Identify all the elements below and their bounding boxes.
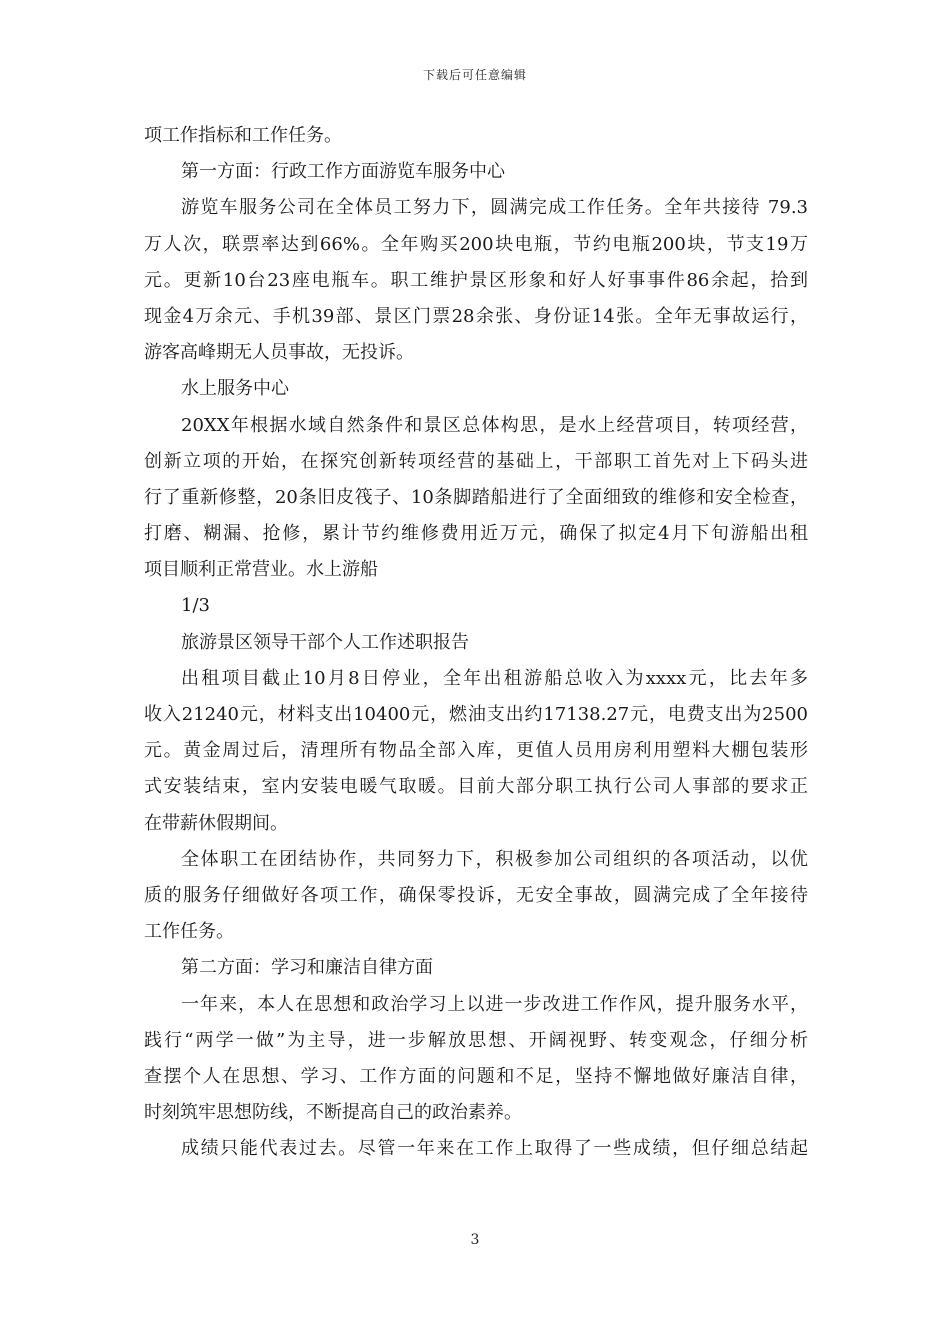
text-line: 式安装结束，室内安装电暖气取暖。目前大部分职工执行公司人事部的要求正	[144, 776, 808, 798]
text-line: 20XX年根据水域自然条件和景区总体构思，是水上经营项目，转项经营，	[181, 414, 808, 436]
text-line: 时刻筑牢思想防线，不断提高自己的政治素养。	[144, 1102, 522, 1124]
text-line: 1/3	[181, 595, 210, 617]
text-line: 游客高峰期无人员事故，无投诉。	[144, 342, 414, 364]
text-line: 第一方面：行政工作方面游览车服务中心	[181, 161, 505, 183]
page-number: 3	[470, 1232, 480, 1248]
text-line: 旅游景区领导干部个人工作述职报告	[181, 631, 469, 653]
text-line: 元。更新10台23座电瓶车。职工维护景区形象和好人好事事件86余起，拾到	[144, 269, 808, 291]
text-line: 项工作指标和工作任务。	[144, 125, 342, 146]
text-line: 成绩只能代表过去。尽管一年来在工作上取得了一些成绩，但仔细总结起	[181, 1138, 808, 1160]
document-body	[144, 118, 808, 1167]
text-line: 全体职工在团结协作，共同努力下，积极参加公司组织的各项活动，以优	[181, 848, 808, 870]
text-line: 水上服务中心	[181, 378, 289, 400]
text-line: 行了重新修整，20条旧皮筏子、10条脚踏船进行了全面细致的维修和安全检查，	[144, 486, 808, 508]
text-line: 元。黄金周过后，清理所有物品全部入库，更值人员用房利用塑料大棚包装形	[144, 740, 808, 762]
text-line: 践行“两学一做”为主导，进一步解放思想、开阔视野、转变观念，仔细分析	[144, 1029, 808, 1051]
text-line: 工作任务。	[144, 921, 234, 943]
text-line: 游览车服务公司在全体员工努力下，圆满完成工作任务。全年共接待 79.3	[181, 197, 808, 219]
text-line: 出租项目截止10月8日停业，全年出租游船总收入为xxxx元，比去年多	[181, 667, 808, 689]
text-line: 项目顺利正常营业。水上游船	[144, 559, 378, 581]
text-line: 查摆个人在思想、学习、工作方面的问题和不足，坚持不懈地做好廉洁自律，	[144, 1065, 808, 1087]
text-line: 创新立项的开始，在探究创新转项经营的基础上，干部职工首先对上下码头进	[144, 450, 808, 472]
text-line: 在带薪休假期间。	[144, 812, 288, 834]
text-line: 打磨、糊漏、抢修，累计节约维修费用近万元，确保了拟定4月下旬游船出租	[144, 523, 808, 545]
text-line: 现金4万余元、手机39部、景区门票28余张、身份证14张。全年无事故运行，	[144, 305, 808, 327]
text-line: 质的服务仔细做好各项工作，确保零投诉，无安全事故，圆满完成了全年接待	[144, 884, 808, 906]
text-line: 一年来，本人在思想和政治学习上以进一步改进工作作风，提升服务水平，	[181, 993, 808, 1015]
text-line: 万人次，联票率达到66%。全年购买200块电瓶，节约电瓶200块，节支19万	[144, 233, 808, 255]
text-line: 收入21240元，材料支出10400元，燃油支出约17138.27元，电费支出为2500	[144, 704, 808, 725]
text-line: 第二方面：学习和廉洁自律方面	[181, 957, 433, 979]
page-header-note: 下载后可任意编辑	[422, 68, 527, 82]
